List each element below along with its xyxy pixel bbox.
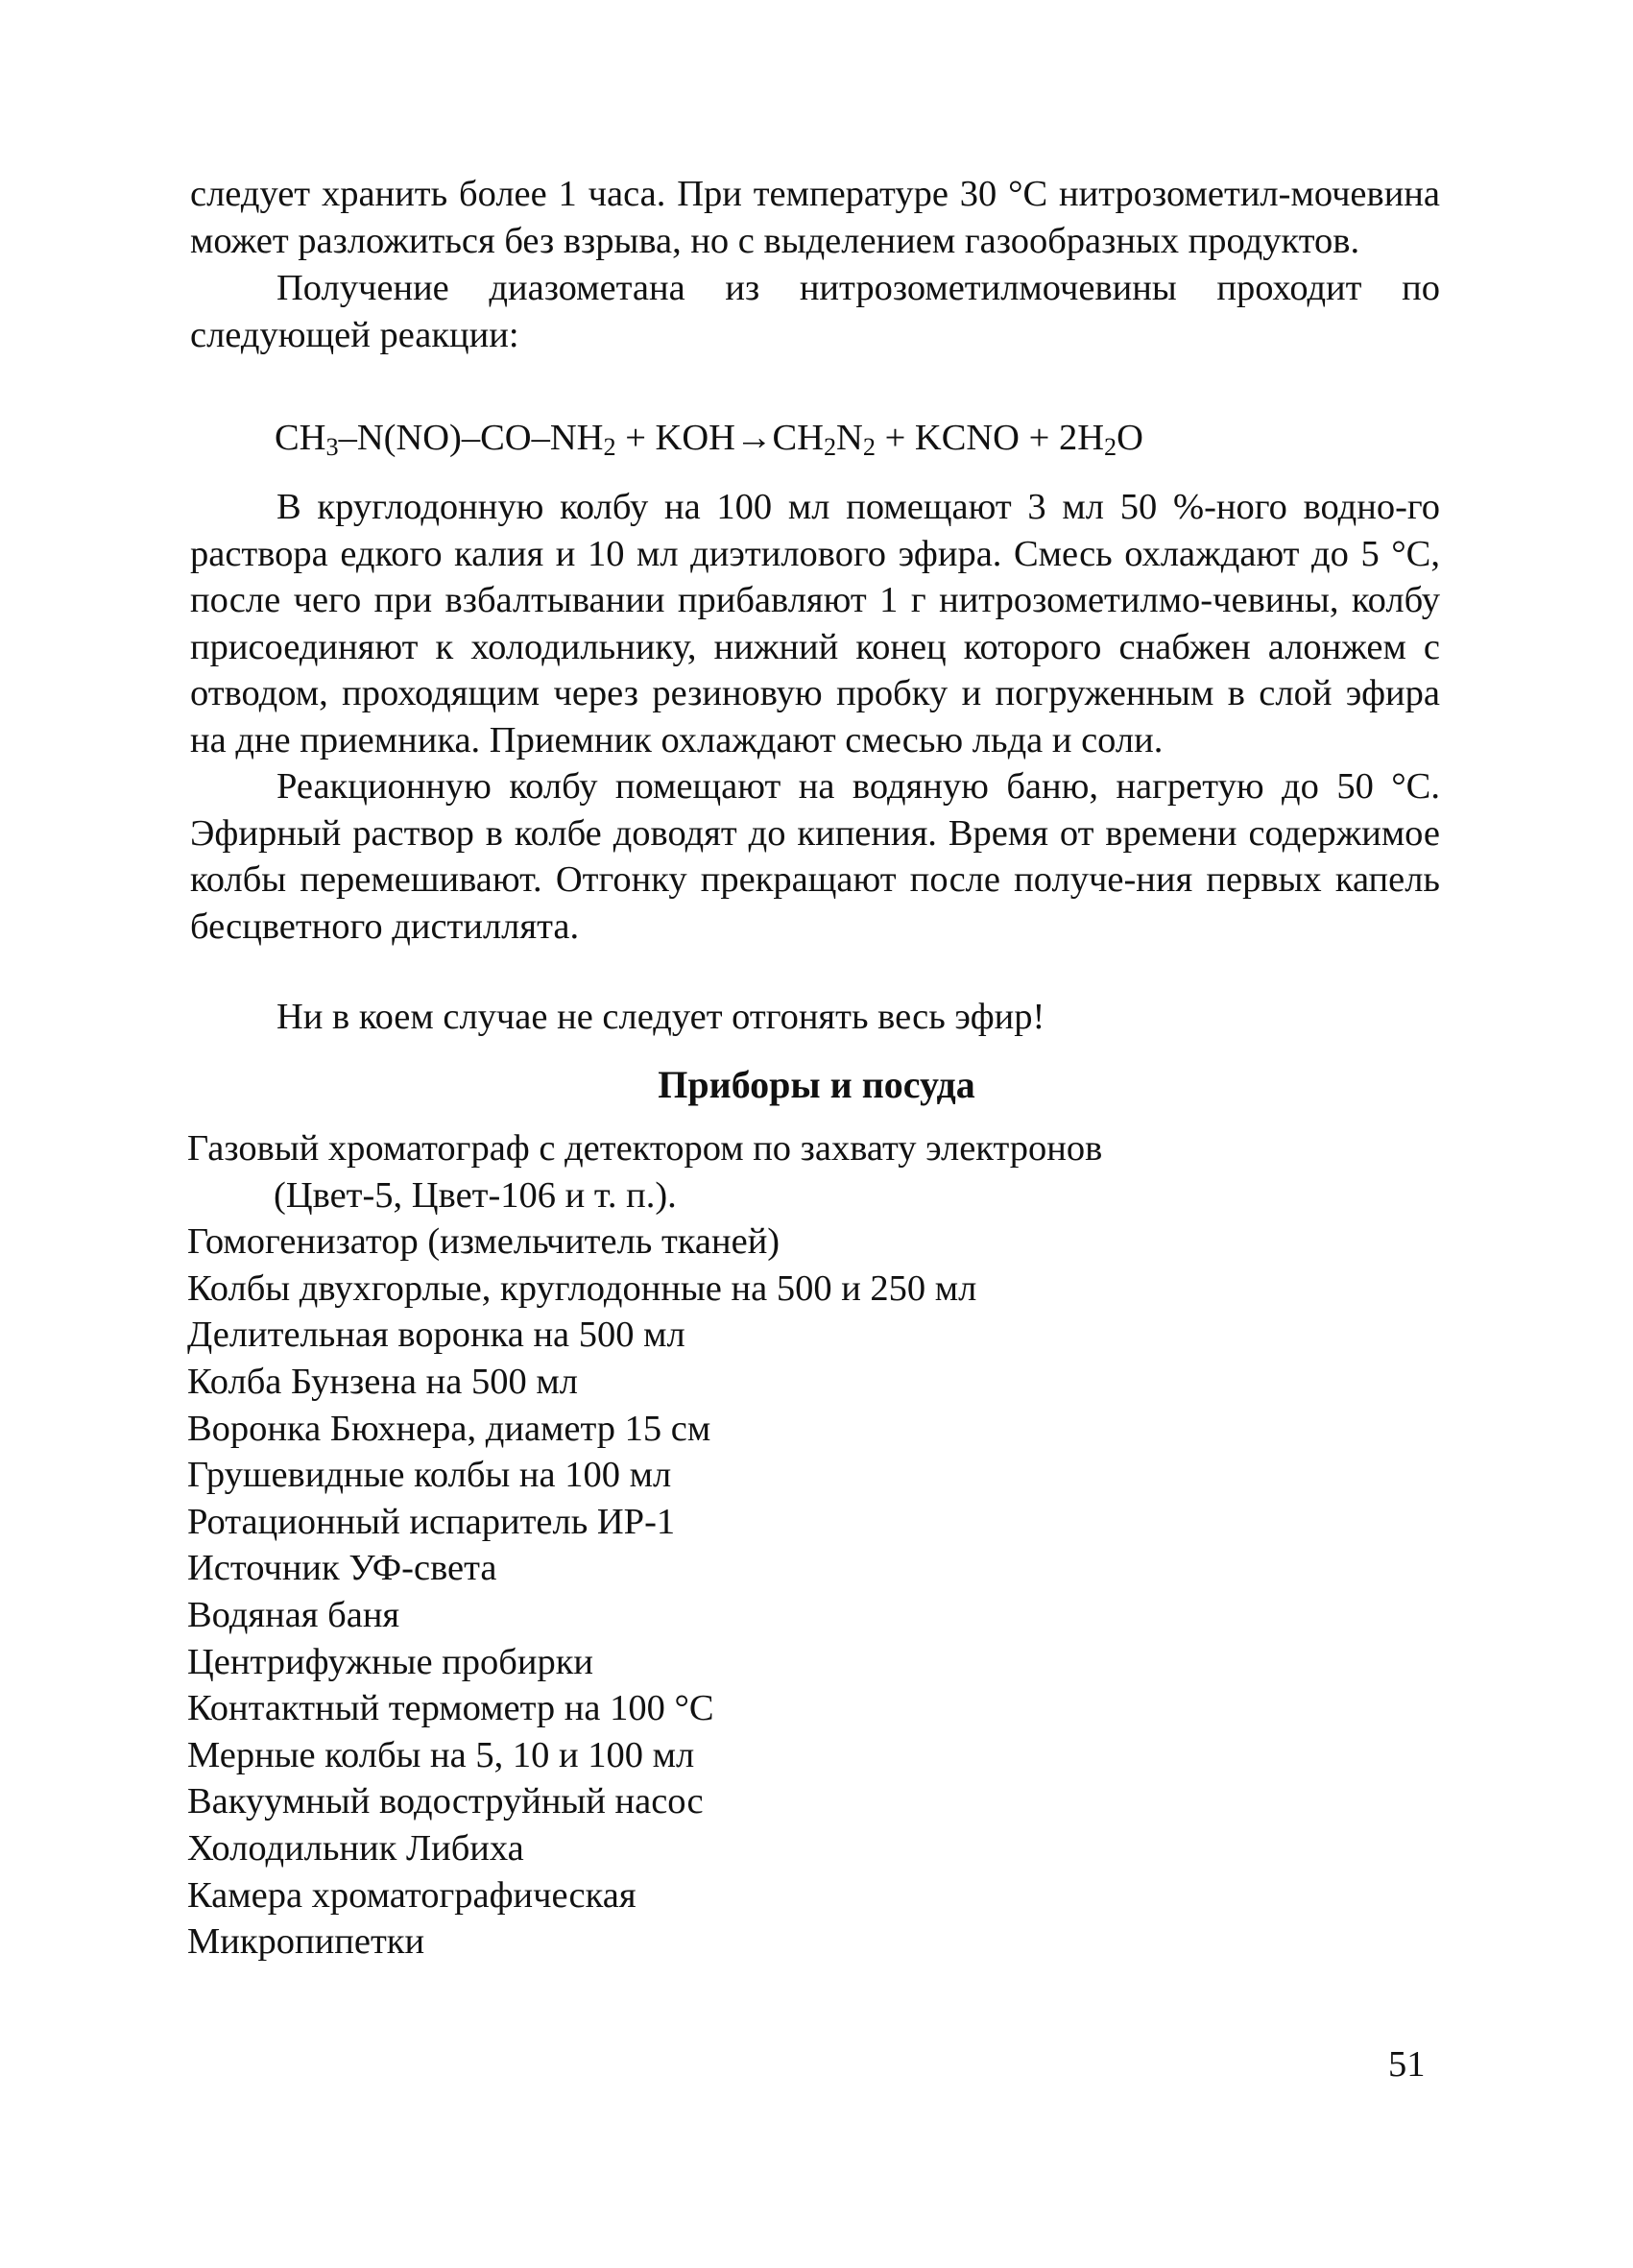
paragraph-distillation: Реакционную колбу помещают на водяную баню, нагретую до 50 °С. Эфирный раствор в колбе доводят до кипения. Время от времени содержимое колбы перемешивают. Отгонку прекращают после получе-ния первых капель бесцветного дистиллята. bbox=[190, 766, 1440, 947]
list-item: Вакуумный водоструйный насос bbox=[187, 1781, 704, 1822]
list-item: Контактный термометр на 100 °С bbox=[187, 1688, 714, 1729]
intro-text-block bbox=[190, 171, 1440, 359]
procedure-text-block bbox=[190, 484, 1440, 950]
list-item: Холодильник Либиха bbox=[187, 1827, 524, 1869]
list-item: Мерные колбы на 5, 10 и 100 мл bbox=[187, 1734, 695, 1775]
paragraph-storage-note: следует хранить более 1 часа. При температуре 30 °С нитрозометил-мочевина может разложиться без взрыва, но с выделением газообразных продуктов. bbox=[190, 174, 1440, 261]
list-item: Водяная баня bbox=[187, 1594, 400, 1635]
list-item: Газовый хроматограф с детектором по захвату электронов bbox=[187, 1128, 1103, 1169]
paragraph-procedure: В круглодонную колбу на 100 мл помещают 3 мл 50 %-ного водно-го раствора едкого калия и 10 мл диэтилового эфира. Смесь охлаждают до 5 °С, после чего при взбалтывании прибавляют 1 г нитрозометилмо-чевины, колбу присоединяют к холодильнику, нижний конец которого снабжен алонжем с отводом, проходящим через резиновую пробку и погруженным в слой эфира на дне приемника. Приемник охлаждают смесью льда и соли. bbox=[190, 487, 1440, 760]
list-item: Центрифужные пробирки bbox=[187, 1641, 594, 1682]
section-heading-equipment: Приборы и посуда bbox=[658, 1063, 975, 1106]
list-item: Ротационный испаритель ИР-1 bbox=[187, 1501, 676, 1542]
list-item: Колба Бунзена на 500 мл bbox=[187, 1361, 578, 1402]
list-item: Грушевидные колбы на 100 мл bbox=[187, 1455, 672, 1496]
list-item: Микропипетки bbox=[187, 1921, 425, 1963]
page-number: 51 bbox=[1388, 2044, 1426, 2085]
paragraph-reaction-intro: Получение диазометана из нитрозометилмочевины проходит по следующей реакции: bbox=[190, 268, 1440, 355]
equipment-list bbox=[187, 1125, 1102, 1966]
list-item: Гомогенизатор (измельчитель тканей) bbox=[187, 1221, 780, 1263]
reaction-equation: $CH_3-N(NO)-CO-NH_2 + KOH\to CH_2N_2$ + KCNO + $2H_2O$ bbox=[275, 418, 1143, 461]
list-item: Камера хроматографическая bbox=[187, 1874, 636, 1916]
list-item: Источник УФ-света bbox=[187, 1548, 497, 1589]
warning-text: Ни в коем случае не следует отгонять весь эфир! bbox=[276, 997, 1045, 1037]
list-item: Воронка Бюхнера, диаметр 15 см bbox=[187, 1408, 711, 1449]
list-item-continuation: (Цвет-5, Цвет-106 и т. п.). bbox=[274, 1174, 677, 1216]
list-item: Делительная воронка на 500 мл bbox=[187, 1315, 685, 1356]
list-item: Колбы двухгорлые, круглодонные на 500 и 250 мл bbox=[187, 1267, 977, 1309]
